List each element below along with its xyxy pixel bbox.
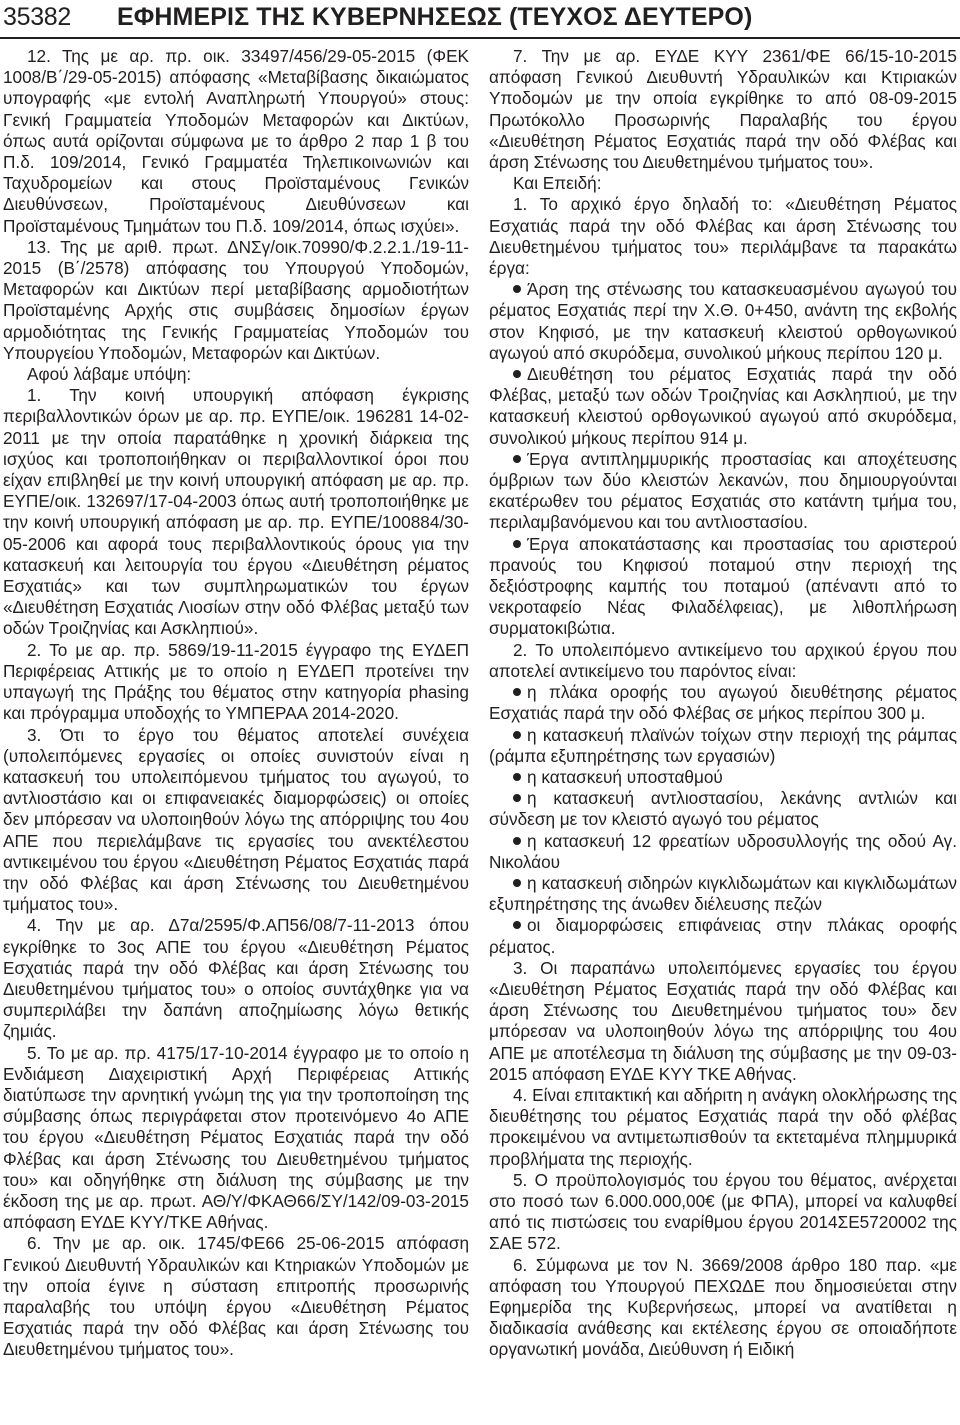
paragraph-4: 4. Την με αρ. Δ7α/2595/Φ.ΑΠ56/08/7-11-2013 όπου εγκρίθηκε το 3ος ΑΠΕ του έργου «Διευθέτηση Ρέματος Εσχατιάς παρά την οδό Φλέβας και άρση Στένωσης του Διευθετημένου τμήματος του» ο οποίος συντάχθηκε για να συμπεριλάβει την δαπάνη αποζημίωσης λόγω θετικής ζημιάς.	[3, 915, 469, 1042]
journal-title: ΕΦΗΜΕΡΙΣ ΤΗΣ ΚΥΒΕΡΝΗΣΕΩΣ (ΤΕΥΧΟΣ ΔΕΥΤΕΡΟ)	[117, 3, 753, 31]
left-column	[3, 46, 469, 1361]
bullet-icon	[513, 688, 521, 696]
list-item	[489, 364, 957, 449]
paragraph-5: 5. Το με αρ. πρ. 4175/17-10-2014 έγγραφο με το οποίο η Ενδιάμεση Διαχειριστική Αρχή Περιφέρειας Αττικής διατύπωσε την αρνητική γνώμη της για την τροποποίηση της σύμβασης όπως περιγράφεται στον προτεινόμενο 4ο ΑΠΕ του έργου «Διευθέτηση Ρέματος Εσχατιάς παρά την οδό Φλέβας και άρση Στένωσης του Διευθετημένου τμήματος του» και οδηγήθηκε στη διάλυση της σύμβασης με την έκδοση της με αρ. πρωτ. ΑΘ/Υ/ΦΚΑΘ66/ΣΥ/142/09-03-2015 απόφαση ΕΥΔΕ ΚΥΥ/ΤΚΕ Αθήνας.	[3, 1042, 469, 1233]
bullet-icon	[513, 773, 521, 781]
list-item	[489, 915, 957, 957]
bullet-icon	[513, 837, 521, 845]
bullet-icon	[513, 540, 521, 548]
point-2: 2. Το υπολειπόμενο αντικείμενο του αρχικού έργου που αποτελεί αντικείμενο του παρόντος είναι:	[489, 639, 957, 681]
point-6: 6. Σύμφωνα με τον Ν. 3669/2008 άρθρο 180 παρ. «με απόφαση του Υπουργού ΠΕΧΩΔΕ που δημοσιεύεται στην Εφημερίδα της Κυβερνήσεως, μπορεί να ανατίθεται η διαδικασία ανάθεσης και εκτέλεσης έργου σε οποιαδήποτε οργανωτική μονάδα, Διεύθυνση ή Ειδική	[489, 1254, 957, 1360]
bullet-text: οι διαμορφώσεις επιφάνειας στην πλάκας οροφής ρέματος.	[489, 915, 957, 957]
page-header	[0, 0, 960, 40]
list-item	[489, 767, 957, 788]
page-number: 35382	[3, 3, 72, 31]
list-item	[489, 788, 957, 830]
bullet-text: η κατασκευή σιδηρών κιγκλιδωμάτων και κιγκλιδωμάτων εξυπηρέτησης της άνωθεν διέλευσης πεζών	[489, 872, 957, 915]
point-5: 5. Ο προϋπολογισμός του έργου του θέματος, ανέρχεται στο ποσό των 6.000.000,00€ (με ΦΠΑ), μπορεί να καλυφθεί από τις πιστώσεις του εναρίθμου έργου 2014ΣΕ5720002 της ΣΑΕ 572.	[489, 1169, 957, 1254]
bullet-icon	[513, 455, 521, 463]
bullet-text: η πλάκα οροφής του αγωγού διευθέτησης ρέματος Εσχατιάς παρά την οδό Φλέβας σε μήκος περίπου 300 μ.	[489, 682, 957, 724]
paragraph-3: 3. Ότι το έργο του θέματος αποτελεί συνέχεια (υπολειπόμενες εργασίες οι οποίες συνιστούν είναι η κατασκευή του υπολειπόμενου τμήματος του αγωγού, το αντλιοστάσιο και οι επιφανειακές διαμορφώσεις) οι οποίες δεν μπόρεσαν να υλοποιηθούν λόγω της απόρριψης του 4ου ΑΠΕ που περιελάμβανε τις εργασίες του ανεκτέλεστου αντικειμένου του έργου «Διευθέτηση Ρέματος Εσχατιάς παρά την οδό Φλέβας και άρση Στένωσης του Διευθετημένου τμήματος του».	[3, 724, 469, 915]
paragraph-6: 6. Την με αρ. οικ. 1745/ΦΕ66 25-06-2015 απόφαση Γενικού Διευθυντή Υδραυλικών και Κτηριακών Υποδομών με την οποία έγινε η σύσταση επιτροπής προσωρινής παραλαβής του υπόψη έργου «Διευθέτηση Ρέματος Εσχατιάς παρά την οδό Φλέβας και άρση Στένωσης του Διευθετημένου τμήματος του».	[3, 1233, 469, 1360]
bullet-text: Έργα αντιπλημμυρικής προστασίας και αποχέτευσης όμβριων των δύο κλειστών λεκανών, που δημιουργούνται εκατέρωθεν του ρέματος Εσχατιάς στο κατάντη τμήμα του, περιλαμβανόμενου και του αντλιοστασίου.	[489, 448, 957, 533]
list-item	[489, 449, 957, 534]
bullet-text: Έργα αποκατάστασης και προστασίας του αριστερού πρανούς του Κηφισού ποταμού στην περιοχή της δεξιόστροφης καμπής του ποταμού (απέναντι από το νεκροταφείο Νέας Φιλαδέλφειας), με λιθοπλήρωση συρματοκιβώτια.	[489, 533, 957, 639]
bullet-text: η κατασκευή αντλιοστασίου, λεκάνης αντλιών και σύνδεση με τον κλειστό αγωγό του ρέματος	[489, 788, 957, 830]
bullet-text: η κατασκευή υποσταθμού	[527, 766, 723, 787]
bullet-icon	[513, 879, 521, 887]
bullet-icon	[513, 794, 521, 802]
bullet-icon	[513, 370, 521, 378]
paragraph-12: 12. Της με αρ. πρ. οικ. 33497/456/29-05-2015 (ΦΕΚ 1008/Β΄/29-05-2015) απόφασης «Μεταβίβασης δικαιώματος υπογραφής «με εντολή Αναπληρωτή Υπουργού» στους: Γενική Γραμματεία Υποδομών Μεταφορών και Δικτύων, όπως αυτά ορίζονται σύμφωνα με το άρθρο 2 παρ 1 β του Π.δ. 109/2014, Γενικό Γραμματέα Τηλεπικοινωνιών και Ταχυδρομείων και στους Προϊσταμένους Γενικών Διευθύνσεων, Προϊσταμένους Διευθύνσεων και Προϊσταμένους Τμημάτων του Π.δ. 109/2014, όπως ισχύει».	[3, 46, 469, 236]
list-item	[489, 682, 957, 724]
point-4: 4. Είναι επιτακτική και αδήριτη η ανάγκη ολοκλήρωσης της διευθέτησης του ρέματος Εσχατιάς παρά την οδό φλέβας προκειμένου να αντιμετωπισθούν τα εκτεταμένα πλημμυρικά προβλήματα της περιοχής.	[489, 1084, 957, 1169]
bullet-icon	[513, 731, 521, 739]
bullet-icon	[513, 921, 521, 929]
list-item	[489, 725, 957, 767]
bullet-icon	[513, 285, 521, 293]
list-item	[489, 831, 957, 873]
point-3: 3. Οι παραπάνω υπολειπόμενες εργασίες του έργου «Διευθέτηση Ρέματος Εσχατιάς παρά την οδό Φλέβας και άρση Στένωσης του Διευθετημένου τμήματος του» δεν μπόρεσαν να υλοποιηθούν λόγω της απόρριψης του 4ου ΑΠΕ με αποτέλεσμα τη διάλυση της σύμβασης με την 09-03-2015 απόφαση ΕΥΔΕ ΚΥΥ ΤΚΕ Αθήνας.	[489, 957, 957, 1084]
right-column	[489, 46, 957, 1361]
bullet-text: Άρση της στένωσης του κατασκευασμένου αγωγού του ρέματος Εσχατιάς περί την Χ.Θ. 0+450, ανάντη της εκβολής στον Κηφισό, με την κατασκευή κλειστού ορθογωνικού αγωγού από σκυρόδεμα, συνολικού μήκους περίπου 120 μ.	[489, 279, 957, 363]
bullet-text: η κατασκευή πλαϊνών τοίχων στην περιοχή της ράμπας (ράμπα εξυπηρέτησης των εργασιών)	[489, 724, 957, 766]
and-because-heading: Και Επειδή:	[513, 173, 602, 194]
considering-heading: Αφού λάβαμε υπόψη:	[27, 364, 192, 385]
list-item	[489, 279, 957, 364]
bullet-text: Διευθέτηση του ρέματος Εσχατιάς παρά την οδό Φλέβας, μεταξύ των οδών Τροιζηνίας και Ασκληπιού, με την κατασκευή κλειστού ορθογωνικού αγωγού από σκυρόδεμα, συνολικού μήκους περίπου 914 μ.	[489, 364, 957, 448]
bullet-text: η κατασκευή 12 φρεατίων υδροσυλλογής της οδού Αγ. Νικολάου	[489, 830, 957, 872]
header-rule	[0, 37, 960, 39]
paragraph-1: 1. Την κοινή υπουργική απόφαση έγκρισης περιβαλλοντικών όρων με αρ. πρ. ΕΥΠΕ/οικ. 196281 14-02-2011 με την οποία παρατάθηκε η χρονική διάρκεια της ισχύος και τροποποιήθηκαν οι περιβαλλοντικοί όροι που είχαν επιβληθεί με την κοινή υπουργική απόφαση με αρ. πρ. ΕΥΠΕ/οικ. 132697/17-04-2003 όπως αυτή τροποποιήθηκε με την κοινή υπουργική απόφαση με αρ. πρ. ΕΥΠΕ/100884/30-05-2006 και αφορά τους περιβαλλοντικούς όρους για την κατασκευή και λειτουργία του έργου «Διευθέτηση ρέματος Εσχατιάς» και των συμπληρωματικών του έργων «Διευθέτηση Εσχατιάς Λιοσίων στην οδό Φλέβας μεταξύ των οδών Τροιζηνίας και Ασκληπιού».	[3, 385, 469, 639]
list-item	[489, 873, 957, 915]
paragraph-13: 13. Της με αριθ. πρωτ. ΔΝΣγ/οικ.70990/Φ.2.2.1./19-11-2015 (Β΄/2578) απόφασης του Υπουργού Υποδομών, Μεταφορών και Δικτύων περί μεταβίβασης αρμοδιοτήτων Προϊσταμένης Αρχής στις συμβάσεις δημοσίων έργων αρμοδιότητας της Γενικής Γραμματείας Υποδομών του Υπουργείου Υποδομών, Μεταφορών και Δικτύων.	[3, 236, 469, 363]
list-item	[489, 534, 957, 640]
point-1: 1. Το αρχικό έργο δηλαδή το: «Διευθέτηση Ρέματος Εσχατιάς παρά την οδό Φλέβας και άρση Στένωσης του Διευθετημένου τμήματος του» περιλάμβανε τα παρακάτω έργα:	[489, 194, 957, 279]
paragraph-7: 7. Την με αρ. ΕΥΔΕ ΚΥΥ 2361/ΦΕ 66/15-10-2015 απόφαση Γενικού Διευθυντή Υδραυλικών και Κτιριακών Υποδομών με την οποία εγκρίθηκε το από 08-09-2015 Πρωτόκολλο Προσωρινής Παραλαβής του έργου «Διευθέτηση Ρέματος Εσχατιάς παρά την οδό Φλέβας και άρση Στένωσης του Διευθετημένου τμήματος του».	[489, 46, 957, 173]
paragraph-2: 2. Το με αρ. πρ. 5869/19-11-2015 έγγραφο της ΕΥΔΕΠ Περιφέρειας Αττικής με το οποίο η ΕΥΔΕΠ προτείνει την υπαγωγή της Πράξης του θέματος στην κατηγορία phasing και πρόγραμμα υποδοχής το ΥΜΠΕΡΑΑ 2014-2020.	[3, 639, 469, 724]
